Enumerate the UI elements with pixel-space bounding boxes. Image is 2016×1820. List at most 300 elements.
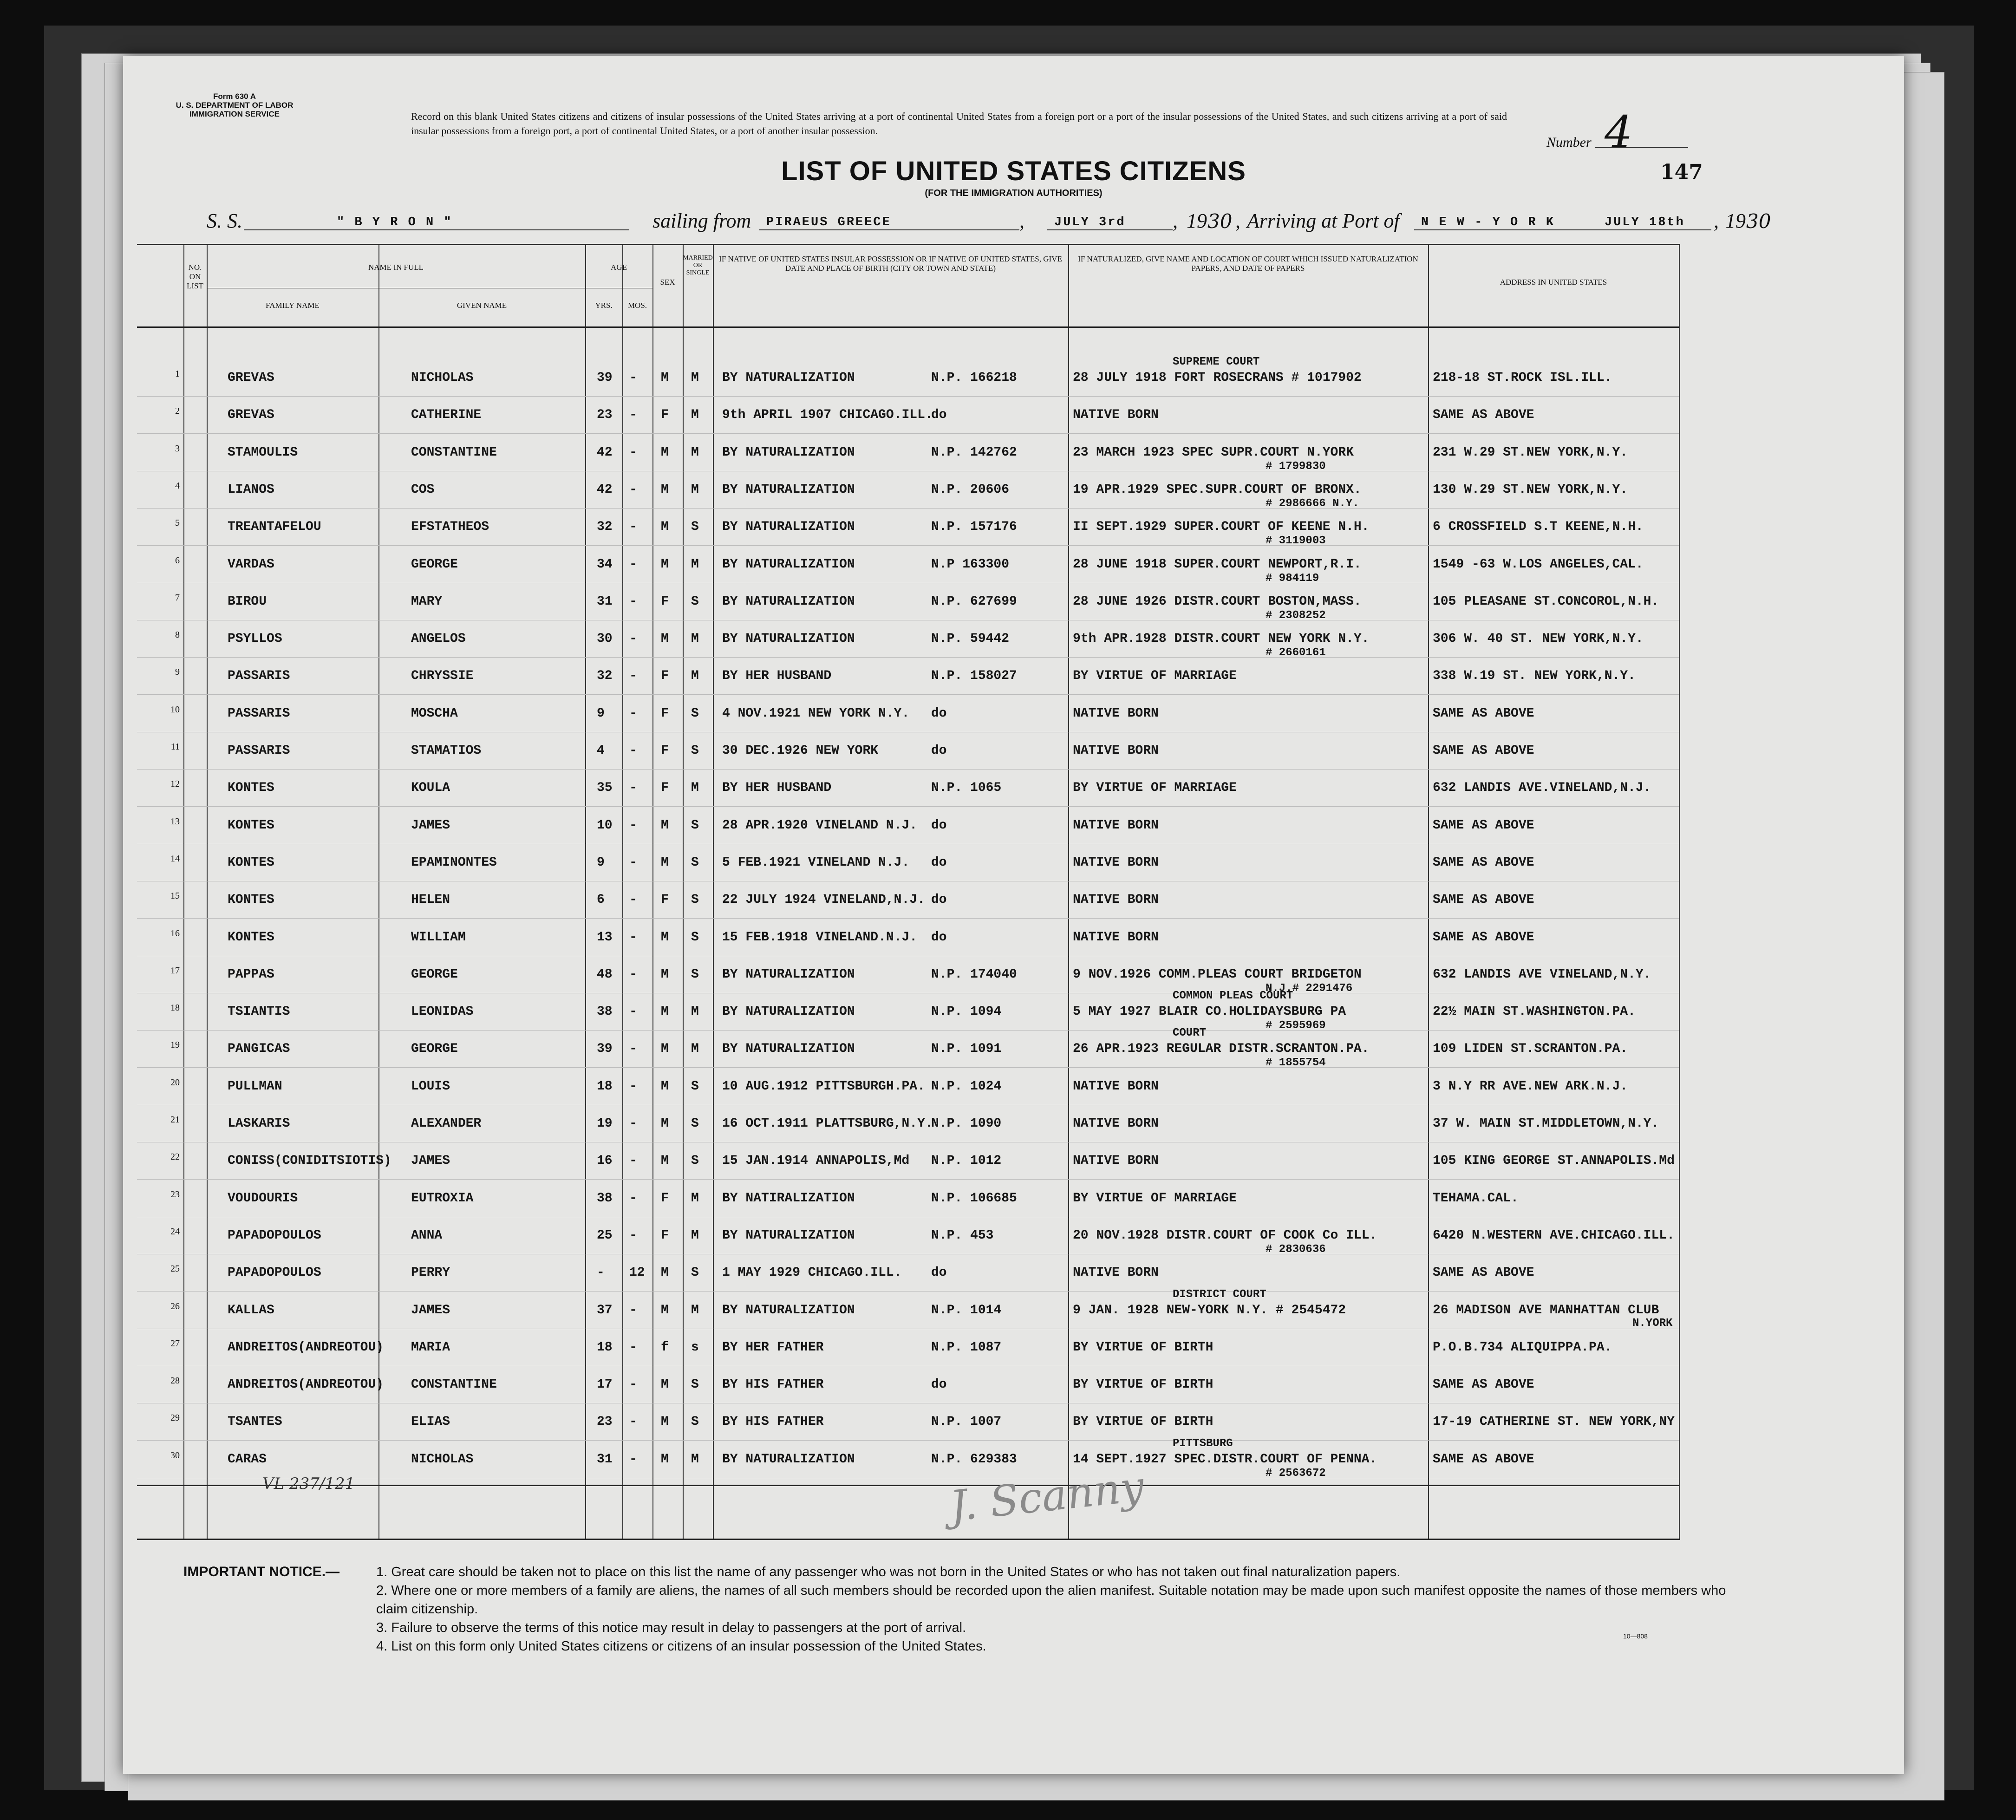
address: SAME AS ABOVE [1433,893,1534,907]
naturalization-paper: do [931,855,947,870]
naturalization-paper: N.P. 1007 [931,1415,1002,1429]
address: 130 W.29 ST.NEW YORK,N.Y. [1433,482,1628,497]
birth-or-naturalization: 5 FEB.1921 VINELAND N.J. [722,855,910,870]
age-months: - [629,1116,637,1131]
page-title: LIST OF UNITED STATES CITIZENS [781,156,1246,186]
address-continuation: N.YORK [1632,1317,1673,1330]
given-name: MARY [411,594,443,609]
age-years: 13 [597,930,613,945]
court-details: NATIVE BORN [1073,1266,1159,1280]
given-name: STAMATIOS [411,744,482,758]
address: 306 W. 40 ST. NEW YORK,N.Y. [1433,632,1644,646]
family-name: GREVAS [228,408,274,423]
marital-status: s [691,1340,699,1355]
birth-or-naturalization: BY NATURALIZATION [722,371,855,385]
court-details: 28 JULY 1918 FORT ROSECRANS # 1017902 [1073,371,1362,385]
comma: , [1714,209,1719,232]
naturalization-paper: do [931,930,947,945]
naturalization-paper: N.P 163300 [931,557,1010,572]
comma: , [1173,209,1178,232]
arriving-label: Arriving at Port of [1247,209,1400,232]
age-years: 31 [597,1452,613,1467]
court-name-above: SUPREME COURT [1173,356,1260,368]
court-details: 9 JAN. 1928 NEW-YORK N.Y. # 2545472 [1073,1303,1346,1318]
family-name: ANDREITOS(ANDREOTOU) [228,1340,384,1355]
court-details: 20 NOV.1928 DISTR.COURT OF COOK Co ILL. [1073,1228,1377,1243]
family-name: KONTES [228,781,274,796]
naturalization-paper: N.P. 453 [931,1228,994,1243]
marital-status: M [691,669,699,684]
column-divider [652,245,653,1539]
court-details: 23 MARCH 1923 SPEC SUPR.COURT N.YORK [1073,445,1354,460]
family-name: LIANOS [228,482,274,497]
notice-item: 4. List on this form only United States citizens or citizens of an insular possession of the United States. [376,1639,986,1654]
age-months: - [629,818,637,833]
marital-status: S [691,930,699,945]
col-mos: MOS. [627,301,647,310]
naturalization-paper: do [931,408,947,423]
row-number: 4 [175,480,180,491]
given-name: CATHERINE [411,408,482,423]
birth-or-naturalization: 28 APR.1920 VINELAND N.J. [722,818,918,833]
marital-status: M [691,1303,699,1318]
family-name: PASSARIS [228,744,290,758]
family-name: VOUDOURIS [228,1191,298,1206]
birth-or-naturalization: BY NATURALIZATION [722,967,855,982]
certificate-number: # 2563672 [1266,1467,1326,1480]
age-years: 42 [597,445,613,460]
naturalization-paper: N.P. 1012 [931,1154,1002,1168]
age-years: 9 [597,855,605,870]
court-details: 5 MAY 1927 BLAIR CO.HOLIDAYSBURG PA [1073,1005,1346,1019]
marital-status: S [691,1116,699,1131]
age-months: - [629,371,637,385]
age-years: 10 [597,818,613,833]
sex: M [661,445,669,460]
sex: F [661,1228,669,1243]
court-details: 9th APR.1928 DISTR.COURT NEW YORK N.Y. [1073,632,1370,646]
given-name: WILLIAM [411,930,466,945]
handwritten-note: VL 237/121 [262,1474,355,1493]
age-months: - [629,706,637,721]
court-details: NATIVE BORN [1073,1116,1159,1131]
arrival-port: N E W - Y O R K [1421,215,1555,229]
age-years: 23 [597,1415,613,1429]
marital-status: M [691,482,699,497]
marital-status: S [691,893,699,907]
certificate-number: # 2830636 [1266,1243,1326,1256]
row-number: 30 [170,1450,180,1461]
address: 632 LANDIS AVE VINELAND,N.Y. [1433,967,1651,982]
age-years: 4 [597,744,605,758]
age-months: - [629,1340,637,1355]
given-name: NICHOLAS [411,1452,474,1467]
row-rule [137,508,1679,509]
notice-item: 3. Failure to observe the terms of this notice may result in delay to passengers at the port of arrival. [376,1620,966,1635]
row-rule [137,1440,1679,1441]
birth-or-naturalization: 22 JULY 1924 VINELAND,N.J. [722,893,925,907]
birth-or-naturalization: BY NATURALIZATION [722,482,855,497]
marital-status: S [691,1154,699,1168]
given-name: MARIA [411,1340,450,1355]
address: 22½ MAIN ST.WASHINGTON.PA. [1433,1005,1636,1019]
column-divider [585,245,586,1539]
court-details: 28 JUNE 1926 DISTR.COURT BOSTON,MASS. [1073,594,1362,609]
birth-or-naturalization: 15 FEB.1918 VINELAND.N.J. [722,930,918,945]
court-name-above: COMMON PLEAS COURT [1173,990,1293,1003]
sex: M [661,1079,669,1094]
court-name-above: DISTRICT COURT [1173,1288,1266,1301]
age-months: - [629,1042,637,1057]
naturalization-paper: N.P. 59442 [931,632,1010,646]
age-years: 31 [597,594,613,609]
sex: F [661,408,669,423]
age-years: 32 [597,520,613,535]
birth-or-naturalization: BY NATURALIZATION [722,1228,855,1243]
address: SAME AS ABOVE [1433,744,1534,758]
age-years: 32 [597,669,613,684]
birth-or-naturalization: BY HIS FATHER [722,1415,824,1429]
arrival-year-suffix: 30 [1746,210,1771,233]
court-details: NATIVE BORN [1073,408,1159,423]
list-number: 4 [1605,107,1633,158]
address: 338 W.19 ST. NEW YORK,N.Y. [1433,669,1636,684]
marital-status: M [691,1191,699,1206]
age-months: - [629,1191,637,1206]
given-name: ELIAS [411,1415,450,1429]
sex: F [661,669,669,684]
naturalization-paper: N.P. 174040 [931,967,1017,982]
service-name: IMMIGRATION SERVICE [189,110,280,118]
age-years: 30 [597,632,613,646]
col-no: NO. ON LIST [187,263,203,290]
age-months: - [629,967,637,982]
row-rule [137,1030,1679,1031]
sailing-from-port: PIRAEUS GREECE [766,215,891,229]
sex: F [661,781,669,796]
court-details: 9 NOV.1926 COMM.PLEAS COURT BRIDGETON [1073,967,1362,982]
given-name: GEORGE [411,557,458,572]
header-divider [137,326,1679,328]
family-name: PULLMAN [228,1079,282,1094]
underline [244,229,629,230]
given-name: JAMES [411,1303,450,1318]
column-divider [713,245,714,1539]
notice-item: 1. Great care should be taken not to place on this list the name of any passenger who was not born in the United States or who has not taken out final naturalization papers. [376,1565,1401,1579]
underline [1047,229,1173,230]
column-divider [1679,245,1680,1539]
passenger-table [137,244,1680,1540]
address: TEHAMA.CAL. [1433,1191,1519,1206]
court-details: NATIVE BORN [1073,1154,1159,1168]
family-name: PAPPAS [228,967,274,982]
certificate-number: N.J.# 2291476 [1266,982,1353,995]
court-details: BY VIRTUE OF BIRTH [1073,1415,1214,1429]
age-months: - [629,855,637,870]
naturalization-paper: N.P. 1090 [931,1116,1002,1131]
sex: F [661,1191,669,1206]
given-name: HELEN [411,893,450,907]
court-details: 26 APR.1923 REGULAR DISTR.SCRANTON.PA. [1073,1042,1370,1057]
age-months: 12 [629,1266,645,1280]
column-divider [183,245,184,1539]
birth-or-naturalization: BY NATURALIZATION [722,1042,855,1057]
certificate-number: # 1855754 [1266,1057,1326,1070]
certificate-number: # 984119 [1266,572,1319,585]
marital-status: M [691,408,699,423]
sex: M [661,557,669,572]
row-number: 22 [170,1152,180,1162]
family-name: KONTES [228,893,274,907]
form-code: 10—808 [1623,1632,1648,1640]
given-name: JAMES [411,1154,450,1168]
row-number: 18 [170,1003,180,1013]
address: 6 CROSSFIELD S.T KEENE,N.H. [1433,520,1644,535]
age-years: 6 [597,893,605,907]
row-rule [137,545,1679,546]
marital-status: S [691,818,699,833]
row-number: 24 [170,1226,180,1237]
sex: M [661,1452,669,1467]
marital-status: M [691,445,699,460]
naturalization-paper: N.P. 158027 [931,669,1017,684]
col-naturalization: IF NATURALIZED, GIVE NAME AND LOCATION OF COURT WHICH ISSUED NATURALIZATION PAPERS, AND DATE OF PAPERS [1078,254,1418,273]
row-number: 7 [175,592,180,603]
family-name: ANDREITOS(ANDREOTOU) [228,1377,384,1392]
sex: M [661,930,669,945]
arrival-date: JULY 18th [1605,215,1685,229]
sex: F [661,893,669,907]
age-years: 39 [597,1042,613,1057]
sex: M [661,855,669,870]
age-months: - [629,408,637,423]
given-name: ANGELOS [411,632,466,646]
naturalization-paper: do [931,1377,947,1392]
marital-status: S [691,1415,699,1429]
manifest-page [123,56,1904,1774]
family-name: PAPADOPOULOS [228,1228,321,1243]
family-name: PASSARIS [228,706,290,721]
given-name: CONSTANTINE [411,445,497,460]
sex: F [661,706,669,721]
sex: M [661,1266,669,1280]
sex: M [661,1116,669,1131]
row-number: 11 [170,742,180,752]
naturalization-paper: N.P. 20606 [931,482,1010,497]
age-years: 9 [597,706,605,721]
court-details: NATIVE BORN [1073,818,1159,833]
naturalization-paper: N.P. 1091 [931,1042,1002,1057]
age-months: - [629,1228,637,1243]
family-name: LASKARIS [228,1116,290,1131]
row-number: 27 [170,1338,180,1349]
age-years: 39 [597,371,613,385]
court-details: 28 JUNE 1918 SUPER.COURT NEWPORT,R.I. [1073,557,1362,572]
naturalization-paper: N.P. 166218 [931,371,1017,385]
row-number: 1 [175,369,180,379]
column-divider [1428,245,1429,1539]
marital-status: S [691,1079,699,1094]
underline [1414,229,1711,230]
sail-year-prefix: 19 [1187,209,1207,232]
age-years: 16 [597,1154,613,1168]
age-months: - [629,594,637,609]
birth-or-naturalization: BY NATURALIZATION [722,632,855,646]
birth-or-naturalization: BY NATURALIZATION [722,1005,855,1019]
birth-or-naturalization: BY NATURALIZATION [722,594,855,609]
address: 37 W. MAIN ST.MIDDLETOWN,N.Y. [1433,1116,1659,1131]
ship-name: " B Y R O N " [337,215,453,229]
marital-status: M [691,557,699,572]
age-years: 25 [597,1228,613,1243]
given-name: ALEXANDER [411,1116,482,1131]
address: 105 PLEASANE ST.CONCOROL,N.H. [1433,594,1659,609]
notice-label: IMPORTANT NOTICE.— [183,1564,340,1579]
birth-or-naturalization: 4 NOV.1921 NEW YORK N.Y. [722,706,910,721]
given-name: JAMES [411,818,450,833]
age-years: - [597,1266,605,1280]
address: 1549 -63 W.LOS ANGELES,CAL. [1433,557,1644,572]
given-name: EFSTATHEOS [411,520,489,535]
naturalization-paper: do [931,706,947,721]
row-number: 3 [175,443,180,454]
address: 231 W.29 ST.NEW YORK,N.Y. [1433,445,1628,460]
sex: M [661,1154,669,1168]
court-details: 19 APR.1929 SPEC.SUPR.COURT OF BRONX. [1073,482,1362,497]
court-details: NATIVE BORN [1073,744,1159,758]
marital-status: S [691,706,699,721]
col-birth: IF NATIVE OF UNITED STATES INSULAR POSSESSION OR IF NATIVE OF UNITED STATES, GIVE DATE AND PLACE OF BIRTH (CITY OR TOWN AND STATE) [719,254,1062,273]
row-rule [137,769,1679,770]
age-years: 38 [597,1191,613,1206]
given-name: EPAMINONTES [411,855,497,870]
age-months: - [629,632,637,646]
age-years: 42 [597,482,613,497]
age-years: 37 [597,1303,613,1318]
marital-status: S [691,967,699,982]
row-number: 15 [170,891,180,901]
arrival-year-prefix: 19 [1725,209,1746,232]
address: 218-18 ST.ROCK ISL.ILL. [1433,371,1612,385]
given-name: KOULA [411,781,450,796]
family-name: PANGICAS [228,1042,290,1057]
number-label: Number [1546,135,1592,150]
age-months: - [629,1377,637,1392]
court-details: BY VIRTUE OF MARRIAGE [1073,669,1237,684]
sex: M [661,371,669,385]
age-months: - [629,744,637,758]
marital-status: S [691,520,699,535]
row-number: 28 [170,1376,180,1386]
row-rule [137,433,1679,434]
age-months: - [629,1415,637,1429]
age-years: 48 [597,967,613,982]
court-details: BY VIRTUE OF MARRIAGE [1073,1191,1237,1206]
family-name: TSANTES [228,1415,282,1429]
age-months: - [629,1005,637,1019]
address: 3 N.Y RR AVE.NEW ARK.N.J. [1433,1079,1628,1094]
row-number: 16 [170,928,180,939]
court-details: NATIVE BORN [1073,893,1159,907]
sex: M [661,482,669,497]
age-months: - [629,893,637,907]
family-name: KONTES [228,930,274,945]
address: 17-19 CATHERINE ST. NEW YORK,NY [1433,1415,1675,1429]
sex: M [661,1005,669,1019]
row-number: 17 [170,965,180,976]
sex: M [661,1415,669,1429]
table-bottom-rule [137,1485,1679,1486]
given-name: COS [411,482,435,497]
sail-date: JULY 3rd [1054,215,1126,229]
marital-status: M [691,1228,699,1243]
department-name: U. S. DEPARTMENT OF LABOR [176,101,294,110]
col-age: AGE [611,263,627,272]
family-name: CARAS [228,1452,267,1467]
address: 26 MADISON AVE MANHATTAN CLUB [1433,1303,1659,1318]
address: P.O.B.734 ALIQUIPPA.PA. [1433,1340,1612,1355]
certificate-number: # 2308252 [1266,609,1326,622]
naturalization-paper: do [931,893,947,907]
address: 632 LANDIS AVE.VINELAND,N.J. [1433,781,1651,796]
naturalization-paper: do [931,818,947,833]
col-married-single: MARRIED OR SINGLE [683,254,713,276]
birth-or-naturalization: 1 MAY 1929 CHICAGO.ILL. [722,1266,902,1280]
marital-status: S [691,855,699,870]
family-name: PASSARIS [228,669,290,684]
marital-status: M [691,1452,699,1467]
family-name: PAPADOPOULOS [228,1266,321,1280]
record-instructions: Record on this blank United States citizens and citizens of insular possessions of the United States arriving at a port of continental United States from a foreign port or a port of the insular possessions of the United States, and such citizens arriving at a port of said insular possessions from a foreign port, a port of continental United States, or a port of another insular possession. [411,111,1507,137]
sail-year-suffix: 30 [1207,210,1233,233]
marital-status: M [691,371,699,385]
marital-status: S [691,594,699,609]
birth-or-naturalization: BY HER HUSBAND [722,669,832,684]
family-name: KONTES [228,855,274,870]
birth-or-naturalization: BY NATURALIZATION [722,445,855,460]
column-divider [1068,245,1069,1539]
age-years: 38 [597,1005,613,1019]
age-months: - [629,1303,637,1318]
age-years: 35 [597,781,613,796]
age-months: - [629,445,637,460]
naturalization-paper: N.P. 106685 [931,1191,1017,1206]
column-divider [622,245,623,1539]
given-name: GEORGE [411,1042,458,1057]
page-subtitle: (FOR THE IMMIGRATION AUTHORITIES) [925,188,1103,198]
row-rule [137,806,1679,807]
row-number: 8 [175,630,180,640]
col-given-name: GIVEN NAME [457,301,507,310]
row-rule [137,396,1679,397]
voyage-line [123,209,1904,237]
sex: M [661,818,669,833]
row-number: 13 [170,816,180,827]
sex: M [661,520,669,535]
given-name: LEONIDAS [411,1005,474,1019]
row-number: 23 [170,1189,180,1200]
form-number: Form 630 A [213,92,256,101]
col-name-in-full: NAME IN FULL [368,263,424,272]
comma: , [1235,209,1240,232]
underline [759,229,1019,230]
court-name-above: PITTSBURG [1173,1437,1233,1450]
address: SAME AS ABOVE [1433,706,1534,721]
row-number: 2 [175,406,180,417]
sex: f [661,1340,669,1355]
birth-or-naturalization: BY HIS FATHER [722,1377,824,1392]
form-identifier [156,92,313,118]
